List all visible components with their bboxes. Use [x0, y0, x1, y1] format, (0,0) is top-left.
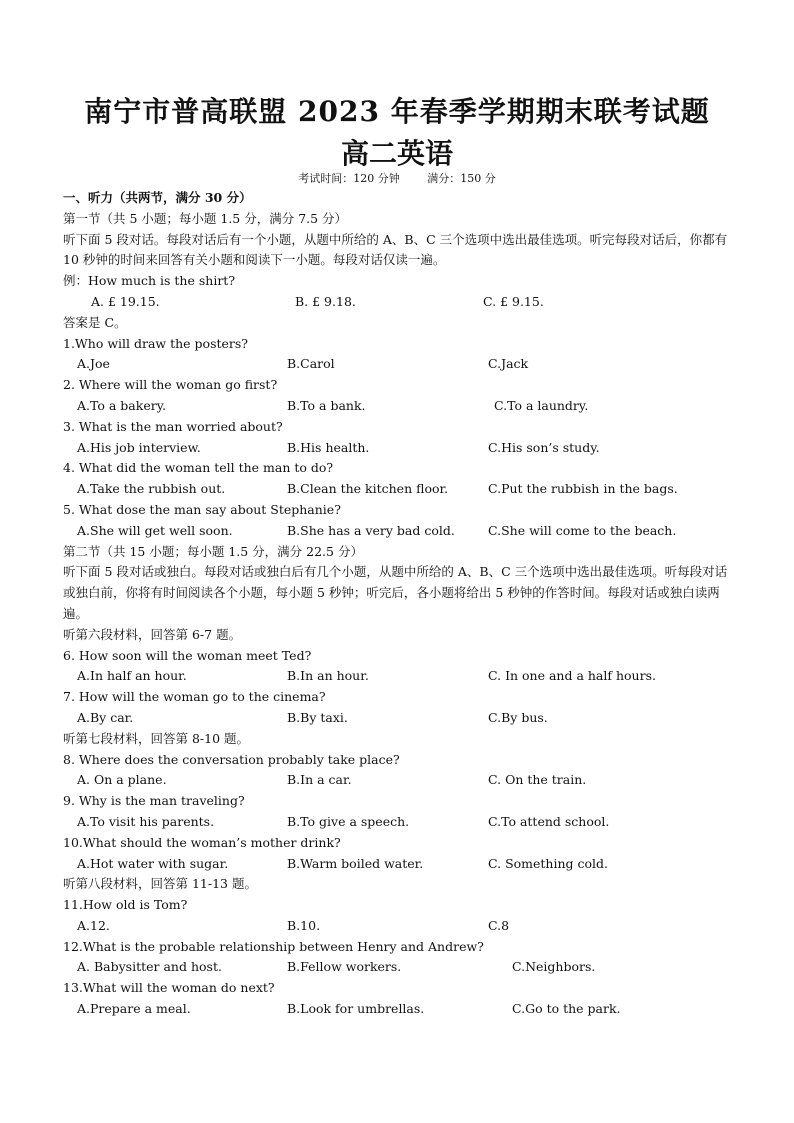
option-c: C.Put the rubbish in the bags. — [488, 481, 678, 497]
options — [63, 812, 730, 833]
options — [63, 770, 730, 791]
option-b: B.To give a speech. — [287, 813, 410, 829]
option-c: C.Jack — [488, 356, 529, 372]
question: 4. What did the woman tell the man to do? — [63, 460, 334, 476]
option-a: A. £ 19.15. — [91, 293, 160, 309]
options — [63, 354, 730, 375]
option-c: C. On the train. — [488, 772, 587, 788]
option-a: A.12. — [77, 917, 110, 933]
option-c: C.She will come to the beach. — [488, 522, 677, 538]
option-a: A.His job interview. — [77, 439, 201, 455]
options — [63, 396, 730, 417]
question: 9. Why is the man traveling? — [63, 793, 245, 809]
option-b: B.In a car. — [287, 772, 352, 788]
option-a: A.Joe — [77, 356, 110, 372]
question: 12.What is the probable relationship between Henry and Andrew? — [63, 938, 484, 954]
option-a: A.By car. — [77, 709, 134, 725]
question: 3. What is the man worried about? — [63, 418, 283, 434]
option-c: C.Go to the park. — [512, 1001, 621, 1017]
exam-body — [63, 188, 730, 1020]
option-b: B.Carol — [287, 356, 335, 372]
question: 10.What should the woman’s mother drink? — [63, 834, 341, 850]
question: 2. Where will the woman go first? — [63, 377, 278, 393]
option-b: B.10. — [287, 917, 321, 933]
section2-instructions: 听下面 5 段对话或独白。每段对话或独白后有几个小题，从题中所给的 A、B、C 三个选项中选出最佳选项。听每段对话或独白前，你将有时间阅读各个小题，每小题 5 秒钟；听完后，各小题将给出 5 秒钟的作答时间。每段对话或独白读两遍。 — [63, 564, 728, 621]
options — [63, 916, 730, 937]
option-b: B.His health. — [287, 439, 370, 455]
option-b: B.In an hour. — [287, 668, 369, 684]
option-b: B.Look for umbrellas. — [287, 1001, 425, 1017]
option-c: C.8 — [488, 917, 510, 933]
exam-title: 南宁市普高联盟 2023 年春季学期期末联考试题 — [84, 95, 710, 128]
question: 5. What dose the man say about Stephanie? — [63, 501, 341, 517]
options — [63, 666, 730, 687]
option-a: A. On a plane. — [77, 772, 167, 788]
question: 8. Where does the conversation probably take place? — [63, 751, 400, 767]
subject-title: 高二英语 — [340, 137, 453, 170]
option-a: A.In half an hour. — [77, 668, 187, 684]
question: 13.What will the woman do next? — [63, 980, 275, 996]
part-heading: 一、听力（共两节，满分 30 分） — [63, 190, 252, 205]
option-c: C.To attend school. — [488, 813, 610, 829]
section1-heading: 第一节（共 5 小题；每小题 1.5 分，满分 7.5 分） — [63, 210, 348, 226]
option-c: C. £ 9.15. — [483, 293, 544, 309]
option-c: C.By bus. — [488, 709, 548, 725]
question: 6. How soon will the woman meet Ted? — [63, 647, 312, 663]
option-b: B.By taxi. — [287, 709, 348, 725]
example-question: 例：How much is the shirt? — [63, 273, 236, 289]
option-b: B. £ 9.18. — [295, 293, 356, 309]
option-c: C. Something cold. — [488, 855, 609, 871]
option-c: C.To a laundry. — [494, 397, 589, 413]
exam-time: 考试时间：120 分钟 — [298, 172, 400, 185]
question: 1.Who will draw the posters? — [63, 335, 248, 351]
section1-instructions: 听下面 5 段对话。每段对话后有一个小题，从题中所给的 A、B、C 三个选项中选出最佳选项。听完每段对话后，你都有 10 秒钟的时间来回答有关小题和阅读下一小题。每段对话仅读一遍。 — [63, 231, 728, 268]
option-a: A.She will get well soon. — [77, 522, 233, 538]
option-b: B.To a bank. — [287, 397, 366, 413]
options — [63, 957, 730, 978]
option-b: B.Fellow workers. — [287, 959, 402, 975]
full-score: 满分：150 分 — [427, 172, 496, 185]
option-b: B.Warm boiled water. — [287, 855, 424, 871]
options — [63, 521, 730, 542]
option-a: A. Babysitter and host. — [77, 959, 222, 975]
option-b: B.She has a very bad cold. — [287, 522, 455, 538]
group-heading: 听第六段材料，回答第 6-7 题。 — [63, 626, 242, 642]
option-c: C. In one and a half hours. — [488, 668, 656, 684]
example-options — [63, 292, 730, 313]
group-heading: 听第七段材料，回答第 8-10 题。 — [63, 730, 250, 746]
question: 11.How old is Tom? — [63, 897, 188, 913]
exam-meta — [0, 170, 794, 186]
options — [63, 479, 730, 500]
options — [63, 854, 730, 875]
question: 7. How will the woman go to the cinema? — [63, 689, 326, 705]
option-a: A.Prepare a meal. — [77, 1001, 191, 1017]
option-a: A.Hot water with sugar. — [77, 855, 229, 871]
option-a: A.Take the rubbish out. — [77, 481, 226, 497]
option-c: C.Neighbors. — [512, 959, 596, 975]
option-a: A.To visit his parents. — [77, 813, 215, 829]
group-heading: 听第八段材料，回答第 11-13 题。 — [63, 876, 257, 892]
option-c: C.His son’s study. — [488, 439, 600, 455]
options — [63, 708, 730, 729]
section2-heading: 第二节（共 15 小题；每小题 1.5 分，满分 22.5 分） — [63, 543, 363, 559]
option-a: A.To a bakery. — [77, 397, 167, 413]
options — [63, 438, 730, 459]
option-b: B.Clean the kitchen floor. — [287, 481, 449, 497]
options — [63, 999, 730, 1020]
example-answer: 答案是 C。 — [63, 314, 127, 330]
